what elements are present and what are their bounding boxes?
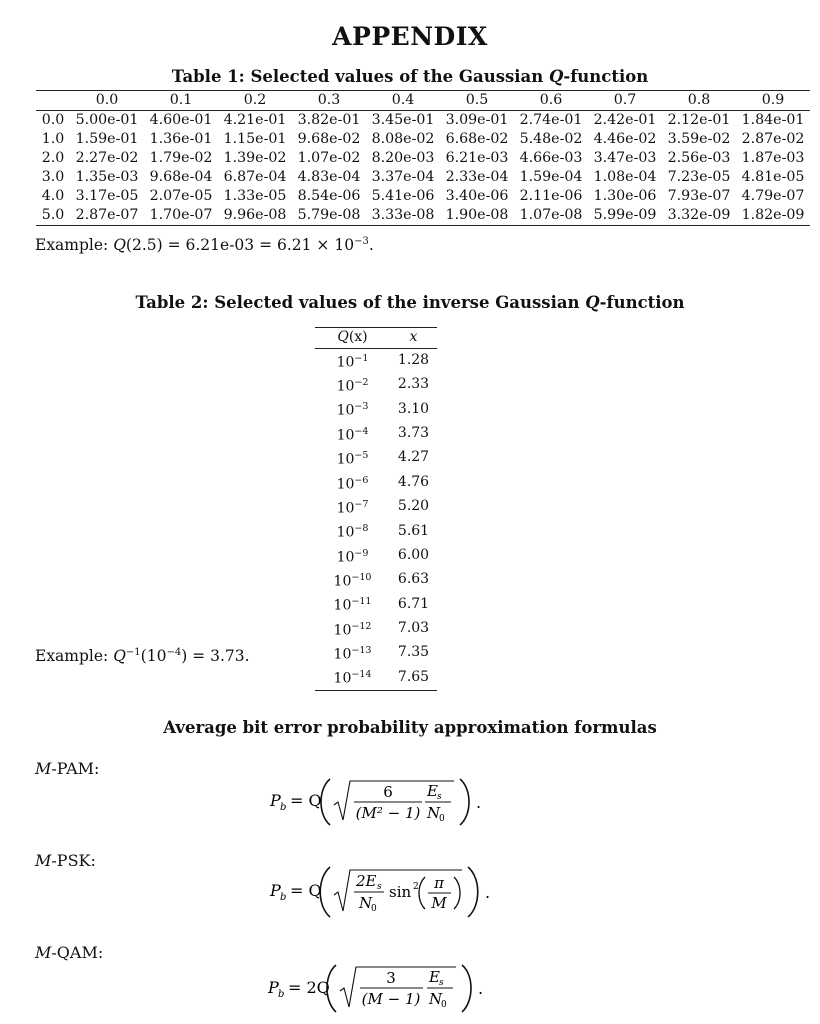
qam-n0-sub: 0: [441, 1000, 447, 1010]
example-prefix: Example:: [35, 236, 114, 255]
table1-cell: 3.32e-09: [662, 206, 736, 226]
table1-col-header: 0.6: [514, 91, 588, 111]
table2-x-cell: 1.28: [397, 352, 430, 369]
psk-sin: sin: [389, 883, 412, 901]
table1-cell: 1.84e-01: [741, 112, 805, 128]
table2-q-cell: [315, 544, 390, 568]
table1-row-header: 3.0: [41, 169, 65, 185]
table2-header-x: [390, 328, 437, 349]
psk-formula: [262, 864, 502, 918]
table2-row: [315, 665, 437, 690]
table2-x-cell: 3.73: [397, 425, 430, 442]
table2-caption-q: Q: [585, 293, 600, 312]
table2-caption-suffix: -function: [599, 293, 685, 312]
inverse-q-table: [315, 327, 437, 691]
table1-col-header: 0.2: [218, 91, 292, 111]
table1-header-row: [36, 91, 810, 111]
psk-label: [35, 851, 96, 870]
qam-label: [35, 943, 103, 962]
table1-col-header: 0.0: [70, 91, 144, 111]
table2-row: [315, 568, 437, 592]
table1-cell: 7.93e-07: [667, 188, 731, 204]
table1-cell: 5.99e-09: [588, 206, 662, 226]
table1-cell: 2.07e-05: [149, 188, 213, 204]
table1-example: [35, 236, 374, 254]
table1-cell: 3.82e-01: [297, 112, 361, 128]
table1-cell: 1.30e-06: [593, 188, 657, 204]
table2-exponent: −3: [354, 401, 369, 413]
qam-equals-2q: = 2Q: [288, 978, 330, 997]
table1-col-header: 0.1: [144, 91, 218, 111]
table2-exponent: −5: [354, 450, 369, 462]
table2-q-cell: [315, 641, 390, 665]
qam-right-paren: [462, 965, 471, 1012]
table2-x-cell: 2.33: [397, 376, 430, 393]
table1-cell: 5.41e-06: [371, 188, 435, 204]
pam-n0: N: [427, 804, 441, 822]
table2-x-cell: 6.00: [397, 546, 430, 563]
table1-cell: 1.35e-03: [75, 169, 139, 185]
table1-row-header: 0.0: [41, 112, 65, 128]
table1-row: [36, 149, 810, 168]
table1-cell: 8.20e-03: [371, 150, 435, 166]
qam-n0: N: [429, 990, 443, 1008]
table1-caption-suffix: -function: [563, 67, 649, 86]
example2-q-exponent: −1: [125, 647, 141, 658]
table2-x-cell: 6.71: [397, 595, 430, 612]
table1-cell: 1.15e-01: [223, 131, 287, 147]
table2-header-x-text: x: [409, 329, 418, 345]
psk-right-paren: [468, 867, 478, 917]
table2-exponent: −7: [354, 498, 369, 510]
psk-pi: π: [434, 874, 444, 892]
table1-cell: 6.21e-03: [445, 150, 509, 166]
table2-q-cell: [315, 592, 390, 616]
table1-cell: 5.79e-08: [292, 206, 366, 226]
table1-cell: 1.08e-04: [593, 169, 657, 185]
example-period: .: [368, 236, 374, 255]
table1-cell: 3.59e-02: [667, 131, 731, 147]
table2-x-cell: 3.10: [397, 400, 430, 417]
psk-left-paren: [320, 867, 330, 917]
table2-exponent: −14: [351, 669, 372, 681]
table2-header-q-arg: (x): [348, 329, 368, 345]
table2-exponent: −10: [351, 571, 372, 583]
table2-base: 10: [333, 597, 352, 614]
table2-q-cell: [315, 568, 390, 592]
table2-caption-text: Table 2: Selected values of the inverse Gaussian: [135, 293, 586, 312]
table2-exponent: −4: [354, 425, 369, 437]
table2-base: 10: [336, 476, 355, 493]
pam-equals-q: = Q: [290, 791, 322, 810]
table2-base: 10: [336, 403, 355, 420]
psk-period: .: [485, 883, 491, 902]
example2-prefix: Example:: [35, 647, 114, 666]
example-q: Q: [113, 236, 126, 255]
table1-cell: 3.09e-01: [445, 112, 509, 128]
table1-cell: 9.68e-02: [297, 131, 361, 147]
table2-exponent: −9: [354, 547, 369, 559]
pam-lhs-p: P: [270, 791, 281, 810]
qam-num: 3: [386, 969, 396, 987]
psk-inner-right-paren: [454, 877, 460, 909]
table1-cell: 4.81e-05: [741, 169, 805, 185]
table1-col-header: 0.3: [292, 91, 366, 111]
table1-row-header: 1.0: [41, 131, 65, 147]
psk-equals-q: = Q: [290, 881, 322, 900]
table2-x-cell: 7.35: [397, 644, 430, 661]
table2-base: 10: [336, 354, 355, 371]
psk-inner-left-paren: [419, 877, 425, 909]
table1-cell: 4.83e-04: [297, 169, 361, 185]
table1-cell: 8.08e-02: [371, 131, 435, 147]
psk-n0: N: [359, 894, 373, 912]
qam-formula: [268, 962, 498, 1014]
table2-exponent: −13: [351, 645, 372, 657]
table1-cell: 2.33e-04: [445, 169, 509, 185]
table1-cell: 2.87e-02: [741, 131, 805, 147]
qam-lhs-sub: b: [278, 989, 285, 1000]
table1-cell: 1.87e-03: [741, 150, 805, 166]
psk-m: M: [431, 894, 447, 912]
table2-base: 10: [336, 524, 355, 541]
pam-den: (M² − 1): [355, 804, 421, 822]
table2-x-cell: 4.27: [397, 449, 430, 466]
table1-cell: 1.79e-02: [149, 150, 213, 166]
table1-cell: 8.54e-06: [297, 188, 361, 204]
psk-lhs-p: P: [270, 881, 281, 900]
table1-cell: 3.17e-05: [75, 188, 139, 204]
table2-row: [315, 495, 437, 519]
pam-label: [35, 759, 99, 778]
table1-cell: 7.23e-05: [667, 169, 731, 185]
table2-example: [35, 647, 250, 665]
qam-label-rest: -QAM:: [51, 943, 104, 962]
table2-q-cell: [315, 446, 390, 470]
qam-lhs-p: P: [268, 978, 279, 997]
table2-header-q: Q: [337, 329, 349, 345]
table1-row-header: 4.0: [41, 188, 65, 204]
table1-cell: 2.12e-01: [667, 112, 731, 128]
table1-cell: 1.59e-01: [75, 131, 139, 147]
table2-base: 10: [336, 549, 355, 566]
table1-cell: 1.39e-02: [223, 150, 287, 166]
table1-row: [36, 111, 810, 131]
qam-es: E: [429, 968, 440, 986]
table2-x-cell: 5.20: [397, 498, 430, 515]
psk-sin-exp: 2: [413, 882, 419, 892]
table1-col-header: 0.7: [588, 91, 662, 111]
table2-x-cell: 7.03: [397, 619, 430, 636]
table2-header-qx: [315, 328, 390, 349]
table2-row: [315, 348, 437, 373]
table2-q-cell: [315, 422, 390, 446]
qam-label-m: M: [35, 943, 52, 962]
table1-cell: 2.87e-07: [70, 206, 144, 226]
table2-exponent: −1: [354, 352, 369, 364]
table1-cell: 2.27e-02: [75, 150, 139, 166]
table1-cell: 2.42e-01: [593, 112, 657, 128]
table2-base: 10: [333, 646, 352, 663]
qam-den: (M − 1): [361, 990, 421, 1008]
table1-cell: 1.07e-08: [514, 206, 588, 226]
gaussian-q-table: [36, 90, 810, 226]
table1-caption: [0, 67, 820, 86]
table2-row: [315, 519, 437, 543]
table1-cell: 1.82e-09: [736, 206, 810, 226]
table1-row-header: 5.0: [36, 206, 70, 226]
table1-cell: 3.40e-06: [445, 188, 509, 204]
table1-caption-text: Table 1: Selected values of the Gaussian: [171, 67, 549, 86]
table1-col-header: 0.5: [440, 91, 514, 111]
pam-es-sub: s: [437, 792, 442, 802]
psk-label-m: M: [35, 851, 52, 870]
table1-cell: 5.00e-01: [75, 112, 139, 128]
table1-col-header: 0.9: [736, 91, 810, 111]
table2-row: [315, 471, 437, 495]
pam-left-paren: [321, 779, 330, 825]
table2-base: 10: [333, 573, 352, 590]
table1-cell: 3.37e-04: [371, 169, 435, 185]
table1-col-header: 0.4: [366, 91, 440, 111]
table2-row: [315, 422, 437, 446]
table1-cell: 3.45e-01: [371, 112, 435, 128]
table1-row: [36, 206, 810, 226]
pam-formula: [268, 775, 498, 827]
table1-cell: 4.60e-01: [149, 112, 213, 128]
table1-cell: 1.07e-02: [297, 150, 361, 166]
table2-q-cell: [315, 495, 390, 519]
psk-num: 2E: [356, 872, 377, 890]
table2-exponent: −12: [351, 620, 372, 632]
formulas-heading: Average bit error probability approximation formulas: [163, 718, 657, 737]
table2-x-cell: 4.76: [397, 473, 430, 490]
psk-num-sub: s: [377, 882, 382, 892]
table1-cell: 3.47e-03: [593, 150, 657, 166]
example-exponent: −3: [354, 236, 369, 247]
table2-row: [315, 617, 437, 641]
table1-cell: 4.79e-07: [741, 188, 805, 204]
example2-arg-close: ) = 3.73.: [181, 647, 250, 666]
psk-lhs-sub: b: [280, 892, 287, 903]
example2-arg-open: (10: [140, 647, 167, 666]
page-title: APPENDIX: [332, 22, 488, 51]
table2-base: 10: [336, 378, 355, 395]
table1-cell: 4.66e-03: [519, 150, 583, 166]
table1-cell: 4.21e-01: [223, 112, 287, 128]
table2-x-cell: 7.65: [390, 665, 437, 690]
table2-base: 10: [336, 500, 355, 517]
table1-cell: 2.74e-01: [519, 112, 583, 128]
pam-lhs-sub: b: [280, 802, 287, 813]
table2-exponent: −2: [354, 377, 369, 389]
table1-row: [36, 187, 810, 206]
table1-caption-q: Q: [548, 67, 564, 86]
table1-cell: 1.36e-01: [149, 131, 213, 147]
table1-cell: 9.68e-04: [149, 169, 213, 185]
table2-q-cell: [315, 373, 390, 397]
qam-es-sub: s: [439, 978, 444, 988]
example-expression: (2.5) = 6.21e-03 = 6.21 × 10: [125, 236, 355, 255]
table1-cell: 1.70e-07: [144, 206, 218, 226]
table2-row: [315, 397, 437, 421]
table1-row: [36, 130, 810, 149]
table2-row: [315, 544, 437, 568]
table1-corner-cell: [36, 91, 70, 111]
table2-q-cell: [315, 617, 390, 641]
table2-row: [315, 373, 437, 397]
table1-cell: 9.96e-08: [218, 206, 292, 226]
table2-base: 10: [336, 451, 355, 468]
psk-label-rest: -PSK:: [51, 851, 96, 870]
table2-q-cell: [315, 397, 390, 421]
pam-label-rest: -PAM:: [51, 759, 100, 778]
pam-period: .: [476, 793, 482, 812]
table2-x-cell: 6.63: [397, 571, 430, 588]
table2-row: [315, 592, 437, 616]
table1-cell: 6.68e-02: [445, 131, 509, 147]
qam-period: .: [478, 979, 484, 998]
table1-cell: 5.48e-02: [519, 131, 583, 147]
example2-arg-exponent: −4: [166, 647, 182, 658]
table2-base: 10: [333, 671, 352, 688]
psk-n0-sub: 0: [371, 904, 377, 914]
table1-cell: 6.87e-04: [223, 169, 287, 185]
table2-q-cell: [315, 519, 390, 543]
table2-q-cell: [315, 665, 390, 690]
pam-label-m: M: [35, 759, 52, 778]
example2-q: Q: [113, 647, 126, 666]
table2-q-cell: [315, 348, 390, 373]
table2-row: [315, 641, 437, 665]
table2-exponent: −6: [354, 474, 369, 486]
table2-exponent: −8: [354, 523, 369, 535]
table1-cell: 3.33e-08: [366, 206, 440, 226]
table1-row: [36, 168, 810, 187]
table2-x-cell: 5.61: [397, 522, 430, 539]
table1-cell: 2.56e-03: [667, 150, 731, 166]
table2-caption: [0, 293, 820, 312]
table1-cell: 1.59e-04: [519, 169, 583, 185]
table1-cell: 1.90e-08: [440, 206, 514, 226]
table2-q-cell: [315, 471, 390, 495]
table1-cell: 4.46e-02: [593, 131, 657, 147]
table1-cell: 1.33e-05: [223, 188, 287, 204]
table1-cell: 2.11e-06: [519, 188, 583, 204]
pam-n0-sub: 0: [439, 814, 445, 824]
table2-base: 10: [336, 427, 355, 444]
table1-col-header: 0.8: [662, 91, 736, 111]
pam-num: 6: [383, 783, 393, 801]
table2-header-row: [315, 328, 437, 349]
pam-right-paren: [460, 779, 469, 825]
table2-exponent: −11: [351, 596, 372, 608]
table1-row-header: 2.0: [41, 150, 65, 166]
table2-base: 10: [333, 622, 352, 639]
table2-row: [315, 446, 437, 470]
pam-es: E: [427, 782, 438, 800]
